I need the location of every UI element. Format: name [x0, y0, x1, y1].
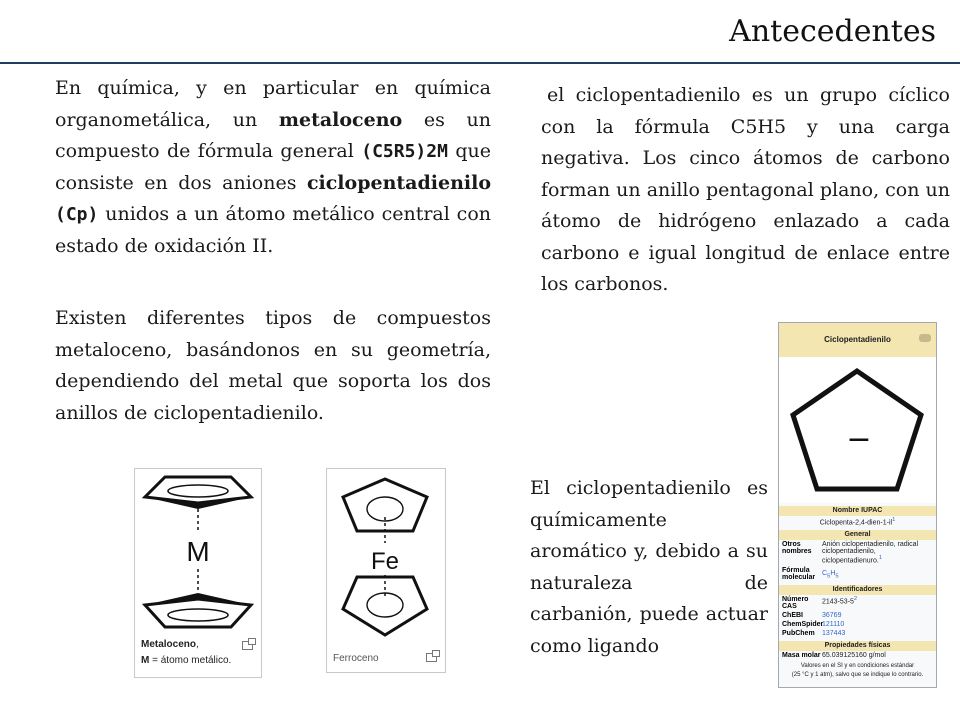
- title-divider: [0, 62, 960, 64]
- section-general: General: [779, 530, 936, 540]
- ferroceno-structure-drawing: [327, 469, 445, 645]
- row-cas: Número CAS $2143-53-5^2$: [782, 595, 858, 610]
- chebi-link[interactable]: 36769: [822, 611, 842, 619]
- figure-metaloceno: [134, 468, 262, 678]
- cyclopentadienyl-anion-drawing: [779, 357, 936, 503]
- metal-label: M: [186, 536, 210, 567]
- term-ciclopentadienilo: ciclopentadienilo: [306, 171, 491, 194]
- row-pubchem: PubChem 137443: [779, 629, 936, 638]
- infobox-ciclopentadienilo: [778, 322, 937, 688]
- row-masa-molar: Masa molar 65.039125160 g/mol: [782, 651, 886, 659]
- paragraph-ciclopentadienilo: el ciclopentadienilo es un grupo cíclico con la fórmula C5H5 y una carga negativa. Los cinco átomos de carbono forman un anillo pentagonal plano, con un átomo de hidrógeno enlazado a cada carbono e igual longitud de enlace entre los carbonos.: [541, 84, 951, 295]
- paragraph-aromatico: El ciclopentadienilo es químicamente aromático y, debido a su naturaleza de carbanión, puede actuar como ligando: [530, 477, 768, 657]
- metaloceno-caption-line2: M = átomo metálico.: [141, 655, 232, 666]
- row-chemspider: ChemSpider 121110: [779, 620, 936, 629]
- row-otros-nombres: Otros nombres Anión ciclopentadienilo, radical ciclopentadienilo, ciclopentadienuro.$^1$: [782, 541, 919, 565]
- row-chebi: ChEBI 36769: [779, 611, 936, 620]
- section-iupac: Nombre IUPAC: [779, 506, 936, 516]
- infobox-footnote: Valores en el SI y en condiciones estándar (25 °C y 1 atm), salvo que se indique lo contrario.: [791, 662, 924, 678]
- paragraph-metaloceno-definition: En química, y en particular en química organometálica, un metaloceno es un compuesto de fórmula general (C5R5)2M que consiste en dos aniones ciclopentadienilo (Cp) unidos a un átomo metálico central con estado de oxidación II.: [55, 77, 491, 257]
- paragraph-tipos: Existen diferentes tipos de compuestos metaloceno, basándonos en su geometría, dependiendo del metal que soporta los dos anillos de ciclopentadienilo.: [55, 307, 491, 424]
- metaloceno-structure-drawing: [135, 469, 261, 639]
- formula-general: (C5R5)2M: [361, 141, 448, 162]
- expand-icon[interactable]: [426, 653, 437, 662]
- term-cp: (Cp): [55, 204, 99, 225]
- infobox-title: Ciclopentadienilo: [779, 323, 936, 357]
- ferroceno-caption: Ferroceno: [333, 653, 379, 664]
- iupac-name: Ciclopenta-$2,4-dien-1-il^1$: [819, 517, 896, 527]
- charge-label: −: [846, 422, 872, 457]
- slide-title: Antecedentes: [729, 14, 936, 49]
- term-metaloceno: metaloceno: [278, 108, 403, 131]
- fe-label: Fe: [370, 548, 400, 575]
- edit-icon[interactable]: [919, 334, 931, 342]
- metaloceno-caption-line1: Metaloceno,: [141, 639, 199, 650]
- pubchem-link[interactable]: 137443: [822, 629, 846, 637]
- section-propiedades: Propiedades físicas: [779, 641, 936, 651]
- section-identificadores: Identificadores: [779, 585, 936, 595]
- bottom-cp-ring: [145, 599, 251, 627]
- chemspider-link[interactable]: 121110: [822, 620, 845, 628]
- expand-icon[interactable]: [242, 641, 253, 650]
- row-formula: Fórmula molecular $C_5H_5$: [782, 566, 839, 581]
- figure-ferroceno: [326, 468, 446, 673]
- bottom-fe-ring: [343, 577, 427, 635]
- infobox-image: [779, 357, 936, 503]
